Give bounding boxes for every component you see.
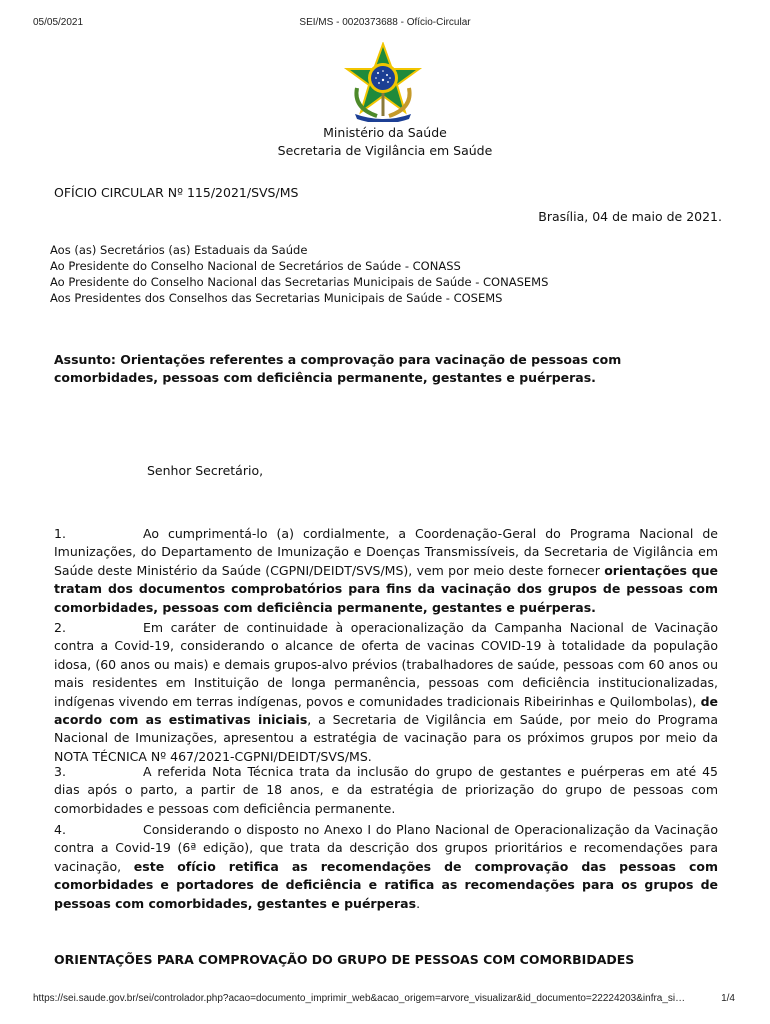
salutation: Senhor Secretário, — [147, 463, 264, 478]
paragraph-text: , a Secretaria de Vigilância em Saúde, por meio do Programa Nacional de Imunizações, apresentou a estratégia de vacinação para os próximos grupos por meio da NOTA TÉCNICA Nº 467/2021-CGPNI/DEIDT/SVS/MS. — [54, 712, 718, 764]
paragraph-bold-text: este ofício retifica as recomendações de comprovação das pessoas com comorbidades e portadores de deficiência e ratifica as recomendações para os grupos de pessoas com comorbidades, gestantes e puérperas — [54, 858, 718, 911]
document-url: https://sei.saude.gov.br/sei/controlador.php?acao=documento_imprimir_web&acao_origem=arvore_visualizar&id_documento=22224203&infra_si… — [33, 993, 686, 1004]
paragraph-text: . — [416, 895, 421, 911]
print-header — [0, 17, 770, 31]
recipient-line: Aos (as) Secretários (as) Estaduais da Saúde — [50, 243, 308, 257]
recipient-line: Ao Presidente do Conselho Nacional das Secretarias Municipais de Saúde - CONASEMS — [50, 275, 549, 289]
paragraph-text: Considerando o disposto no Anexo I do Plano Nacional de Operacionalização da Vacinação contra a Covid-19 (6ª edição), que trata da descrição dos grupos prioritários e recomendações para vacinação, — [54, 822, 718, 874]
recipient-line: Ao Presidente do Conselho Nacional de Secretários de Saúde - CONASS — [50, 259, 461, 273]
page-number: 1/4 — [721, 993, 735, 1004]
recipients-list — [50, 242, 548, 306]
oficio-number: OFÍCIO CIRCULAR Nº 115/2021/SVS/MS — [54, 185, 299, 200]
paragraph-number: 3. — [54, 764, 66, 779]
brazil-coat-of-arms-icon — [343, 42, 423, 122]
paragraph-number: 2. — [54, 620, 66, 635]
print-footer — [0, 993, 770, 1007]
subject: Assunto: Orientações referentes a comprovação para vacinação de pessoas com comorbidades, pessoas com deficiência permanente, gestantes e puérperas. — [54, 352, 622, 385]
print-title: SEI/MS - 0020373688 - Ofício-Circular — [299, 17, 471, 28]
organization-heading — [0, 124, 770, 160]
section-heading: ORIENTAÇÕES PARA COMPROVAÇÃO DO GRUPO DE PESSOAS COM COMORBIDADES — [54, 952, 635, 967]
paragraph-number: 1. — [54, 526, 66, 541]
paragraph-text: A referida Nota Técnica trata da inclusão do grupo de gestantes e puérperas em até 45 dias após o parto, a partir de 18 anos, e da estratégia de priorização do grupo de pessoas com comorbidades e pessoas com deficiência permanente. — [54, 764, 718, 816]
paragraph-text: Em caráter de continuidade à operacionalização da Campanha Nacional de Vacinação contra a Covid-19, considerando o alcance de oferta de vacinas COVID-19 à totalidade da população idosa, (60 anos ou mais) e demais grupos-alvo prévios (trabalhadores de saúde, pessoas com 60 anos ou mais residentes em Instituição de longa permanência, pessoas com deficiência institucionalizadas, indígenas vivendo em terras indígenas, povos e comunidades tradicionais Ribeirinhas e Quilombolas), — [54, 620, 718, 709]
secretariat-name: Secretaria de Vigilância em Saúde — [277, 143, 493, 158]
place-date: Brasília, 04 de maio de 2021. — [538, 209, 722, 224]
paragraph-text: Ao cumprimentá-lo (a) cordialmente, a Coordenação-Geral do Programa Nacional de Imunizações, do Departamento de Imunização e Doenças Transmissíveis, da Secretaria de Vigilância em Saúde deste Ministério da Saúde (CGPNI/DEIDT/SVS/MS), vem por meio deste fornecer — [54, 526, 718, 578]
paragraph-bold-text: de acordo com as estimativas iniciais — [54, 693, 718, 728]
ministry-name: Ministério da Saúde — [323, 125, 447, 140]
paragraph-number: 4. — [54, 822, 66, 837]
paragraph-1 — [54, 525, 718, 617]
paragraph-bold-text: orientações que tratam dos documentos comprobatórios para fins da vacinação dos grupos de pessoas com comorbidades, pessoas com deficiência permanente, gestantes e puérperas. — [54, 562, 718, 615]
print-date: 05/05/2021 — [33, 17, 84, 28]
paragraph-4 — [54, 821, 718, 913]
paragraph-3 — [54, 763, 718, 818]
recipient-line: Aos Presidentes dos Conselhos das Secretarias Municipais de Saúde - COSEMS — [50, 291, 503, 305]
paragraph-2 — [54, 619, 718, 766]
